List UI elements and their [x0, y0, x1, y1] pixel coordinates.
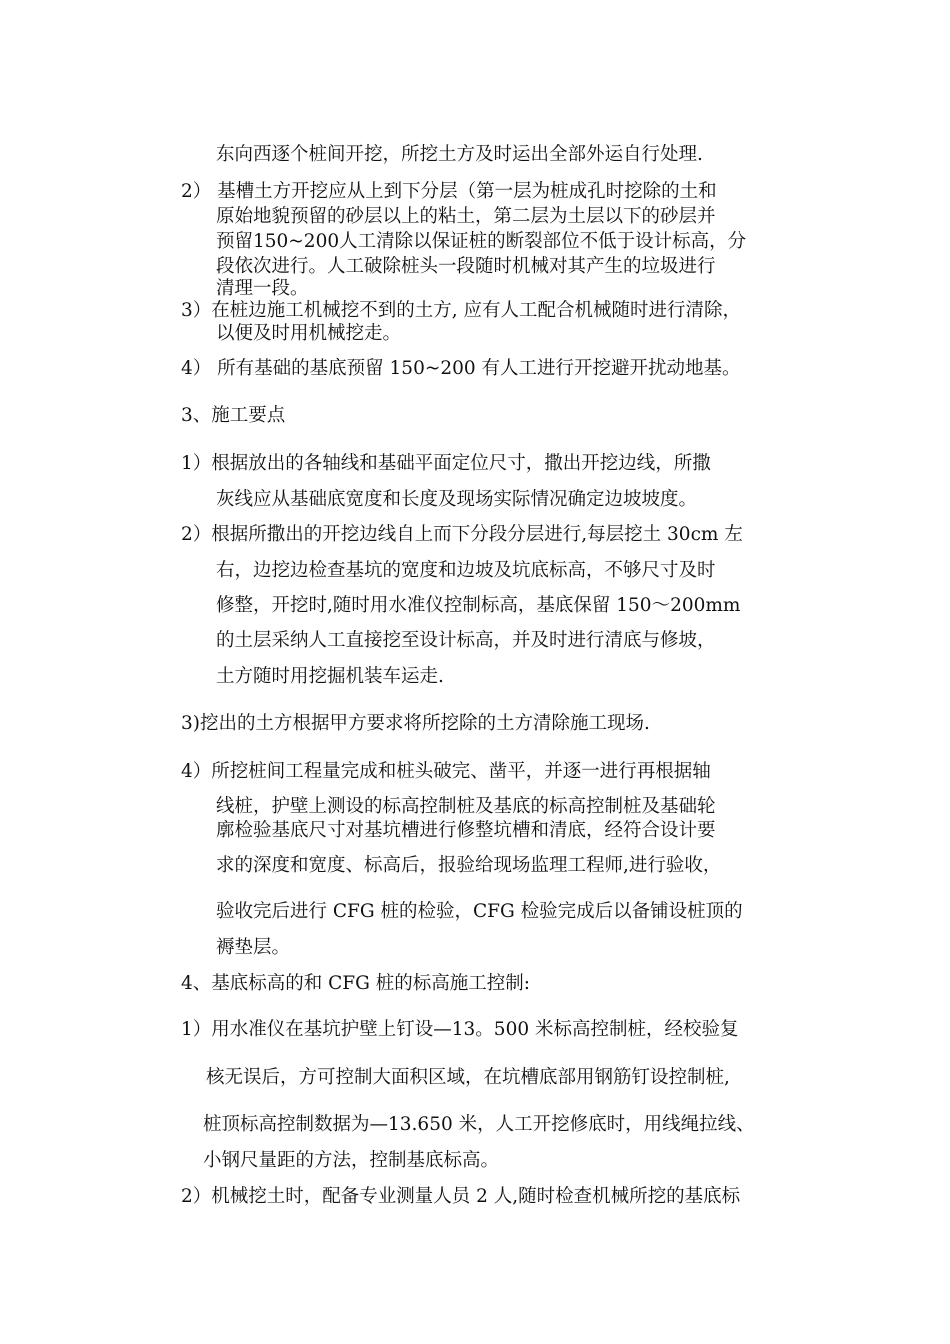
text-line: 灰线应从基础底宽度和长度及现场实际情况确定边坡坡度。: [216, 489, 698, 510]
section-heading: 4、基底标高的和 CFG 桩的标高施工控制:: [181, 973, 531, 994]
text-line: 修整，开挖时,随时用水准仪控制标高，基底保留 150～200mm: [216, 595, 741, 616]
list-item-2-line: 2）机械挖土时，配备专业测量人员 2 人,随时检查机械所挖的基底标: [181, 1186, 741, 1207]
paragraph-3: 3)挖出的土方根据甲方要求将所挖除的土方清除施工现场.: [181, 713, 650, 734]
section-heading: 3、施工要点: [181, 405, 286, 426]
text-line: 线桩，护壁上测设的标高控制桩及基底的标高控制桩及基础轮: [216, 796, 716, 817]
text-line: 段依次进行。人工破除桩头一段随时机械对其产生的垃圾进行: [216, 256, 716, 277]
list-item-1-line: 1）用水准仪在基坑护壁上钉设—13。500 米标高控制桩，经校验复: [181, 1019, 739, 1040]
text-line: 桩顶标高控制数据为—13.650 米，人工开挖修底时，用线绳拉线、: [203, 1114, 755, 1135]
text-line: 原始地貌预留的砂层以上的粘土，第二层为土层以下的砂层并: [216, 206, 716, 227]
text-line: 廓检验基底尺寸对基坑槽进行修整坑槽和清底，经符合设计要: [216, 820, 716, 841]
list-item-4-line: 4） 所有基础的基底预留 150~200 有人工进行开挖避开扰动地基。: [181, 358, 741, 379]
list-item-2-line: 2） 基槽土方开挖应从上到下分层（第一层为桩成孔时挖除的土和: [181, 181, 717, 202]
list-item-3-line: 3）在桩边施工机械挖不到的土方, 应有人工配合机械随时进行清除，: [181, 300, 742, 321]
text-line: 褥垫层。: [216, 937, 291, 958]
text-line: 右，边挖边检查基坑的宽度和边坡及坑底标高，不够尺寸及时: [216, 560, 716, 581]
text-line: 验收完后进行 CFG 桩的检验，CFG 检验完成后以备铺设桩顶的: [216, 901, 743, 922]
text-line: 东向西逐个桩间开挖，所挖土方及时运出全部外运自行处理.: [216, 144, 703, 165]
text-line: 求的深度和宽度、标高后，报验给现场监理工程师,进行验收，: [216, 855, 722, 876]
list-item-4-line: 4）所挖桩间工程量完成和桩头破完、凿平，并逐一进行再根据轴: [181, 761, 711, 782]
text-line: 土方随时用挖掘机装车运走.: [216, 666, 444, 687]
list-item-2-line: 2）根据所撒出的开挖边线自上而下分段分层进行,每层挖土 30cm 左: [181, 524, 743, 545]
text-line: 小钢尺量距的方法，控制基底标高。: [203, 1150, 500, 1171]
text-line: 预留150~200人工清除以保证桩的断裂部位不低于设计标高，分: [216, 231, 747, 252]
text-line: 清理一段。: [216, 278, 309, 299]
text-line: 核无误后，方可控制大面积区域，在坑槽底部用钢筋钉设控制桩,: [206, 1067, 730, 1088]
text-line: 以便及时用机械挖走。: [216, 323, 402, 344]
text-line: 的土层采纳人工直接挖至设计标高，并及时进行清底与修坡，: [216, 630, 716, 651]
list-item-1-line: 1）根据放出的各轴线和基础平面定位尺寸，撒出开挖边线，所撒: [181, 453, 711, 474]
